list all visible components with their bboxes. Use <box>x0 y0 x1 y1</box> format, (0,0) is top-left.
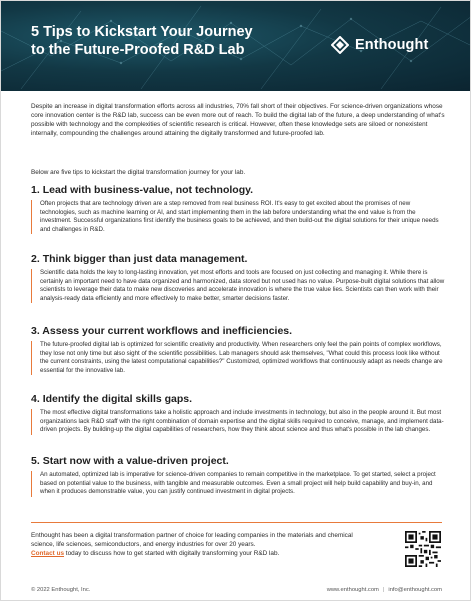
tip-heading <box>31 184 451 197</box>
tip-body: The future-proofed digital lab is optimized for scientific creativity and productivity. When researchers only feel the pain points of complex workflows, they lose not only time but also sight of the scientific possibilities. Lab managers should ask themselves, "What could this process look like without the current constraints, using the latest computational capabilities?" Customized, optimized workflows that continuously adapt as needs change are essential for the innovative lab. <box>31 341 448 375</box>
tip-title: Lead with business-value, not technology. <box>42 184 254 196</box>
tip-number: 3. <box>31 325 40 337</box>
header-banner <box>1 1 471 91</box>
lead-paragraph: Below are five tips to kickstart the digital transformation journey for your lab. <box>31 169 246 176</box>
title-line-1: 5 Tips to Kickstart Your Journey <box>31 24 253 40</box>
closing-paragraph <box>31 531 371 558</box>
tip-3 <box>31 325 451 375</box>
tip-body: Often projects that are technology driven are a step removed from real business ROI. It's easy to get excited about the promises of new technologies, such as machine learning or AI, and start implementing them in the lab before understanding what the end value is from the investment. Successful organizations first identify the business goals to be achieved, and then build-out the digital solutions for their unique needs and challenges in R&D. <box>31 200 448 234</box>
tip-5 <box>31 455 451 497</box>
tip-body: The most effective digital transformations take a holistic approach and include investments in technology, but also in the people around it. But most organizations lack R&D staff with the right combination of domain expertise and the digital skills required to conceive, manage, and implement data-driven projects. By building-up the digital capabilities of researchers, how they think about science and thus what's possible in the lab changes. <box>31 409 448 435</box>
brand-logo <box>331 36 428 54</box>
tip-number: 5. <box>31 455 40 467</box>
page-title <box>31 23 331 59</box>
website-link[interactable]: www.enthought.com <box>326 587 379 593</box>
tip-heading <box>31 325 451 338</box>
closing-text: Enthought has been a digital transformation partner of choice for leading companies in the materials and chemical science, life sciences, semiconductors, and energy industries for over 20 years. <box>31 532 353 548</box>
tip-number: 1. <box>31 184 40 196</box>
tip-4 <box>31 393 451 435</box>
contact-us-link[interactable]: Contact us <box>31 550 65 557</box>
tip-heading <box>31 455 451 468</box>
tip-title: Identify the digital skills gaps. <box>42 393 193 405</box>
footer-separator: | <box>382 587 385 593</box>
tip-2 <box>31 253 451 303</box>
copyright-text: © 2022 Enthought, Inc. <box>31 587 91 593</box>
tip-1 <box>31 184 451 234</box>
tip-body: An automated, optimized lab is imperative for science-driven companies to remain competitive in the marketplace. To get started, select a project based on potential value to the business, with tangible and measurable outcomes. Even a small project will help build capability and buy-in, and when it produces demonstrable value, you can justify continued investment in digital projects. <box>31 471 448 497</box>
qr-code-icon[interactable] <box>405 531 441 567</box>
email-link[interactable]: info@enthought.com <box>388 587 442 593</box>
tip-title: Start now with a value-driven project. <box>42 455 229 467</box>
intro-paragraph: Despite an increase in digital transformation efforts across all industries, 70% fall short of their objectives. For science-driven organizations whose core innovation center is the R&D lab, success can be even more out of reach. To build the digital lab of the future, a deep understanding of what's possible with technology and the complexities of scientific research is critical. However, often these knowledge sets are siloed or nonexistent internally, compounding the challenges around attaining the digitally transformed and future-proofed lab. <box>31 103 445 137</box>
tip-heading <box>31 393 451 406</box>
tip-heading <box>31 253 451 266</box>
footer-links <box>327 587 442 593</box>
tip-number: 4. <box>31 393 40 405</box>
page-footer <box>1 581 471 601</box>
enthought-logo-icon <box>331 36 349 54</box>
tip-number: 2. <box>31 253 40 265</box>
tip-body: Scientific data holds the key to long-lasting innovation, yet most efforts and tools are focused on just collecting and managing it. While there is certainly an important need to have data organized and harmonized, data stored but not used has no value. Purpose-built digital solutions that allow scientists to leverage their data to make new discoveries and accelerate innovation is where the true value lies. Scientists can then work with their analysis-ready data efficiently and more effectively to make better, smarter decisions faster. <box>31 269 448 303</box>
brand-name: Enthought <box>355 37 429 53</box>
divider <box>31 522 442 523</box>
tip-title: Assess your current workflows and inefficiencies. <box>42 325 293 337</box>
title-line-2: to the Future-Proofed R&D Lab <box>31 42 245 58</box>
closing-text-2: today to discuss how to get started with digitally transforming your R&D lab. <box>64 550 280 557</box>
tip-title: Think bigger than just data management. <box>42 253 248 265</box>
